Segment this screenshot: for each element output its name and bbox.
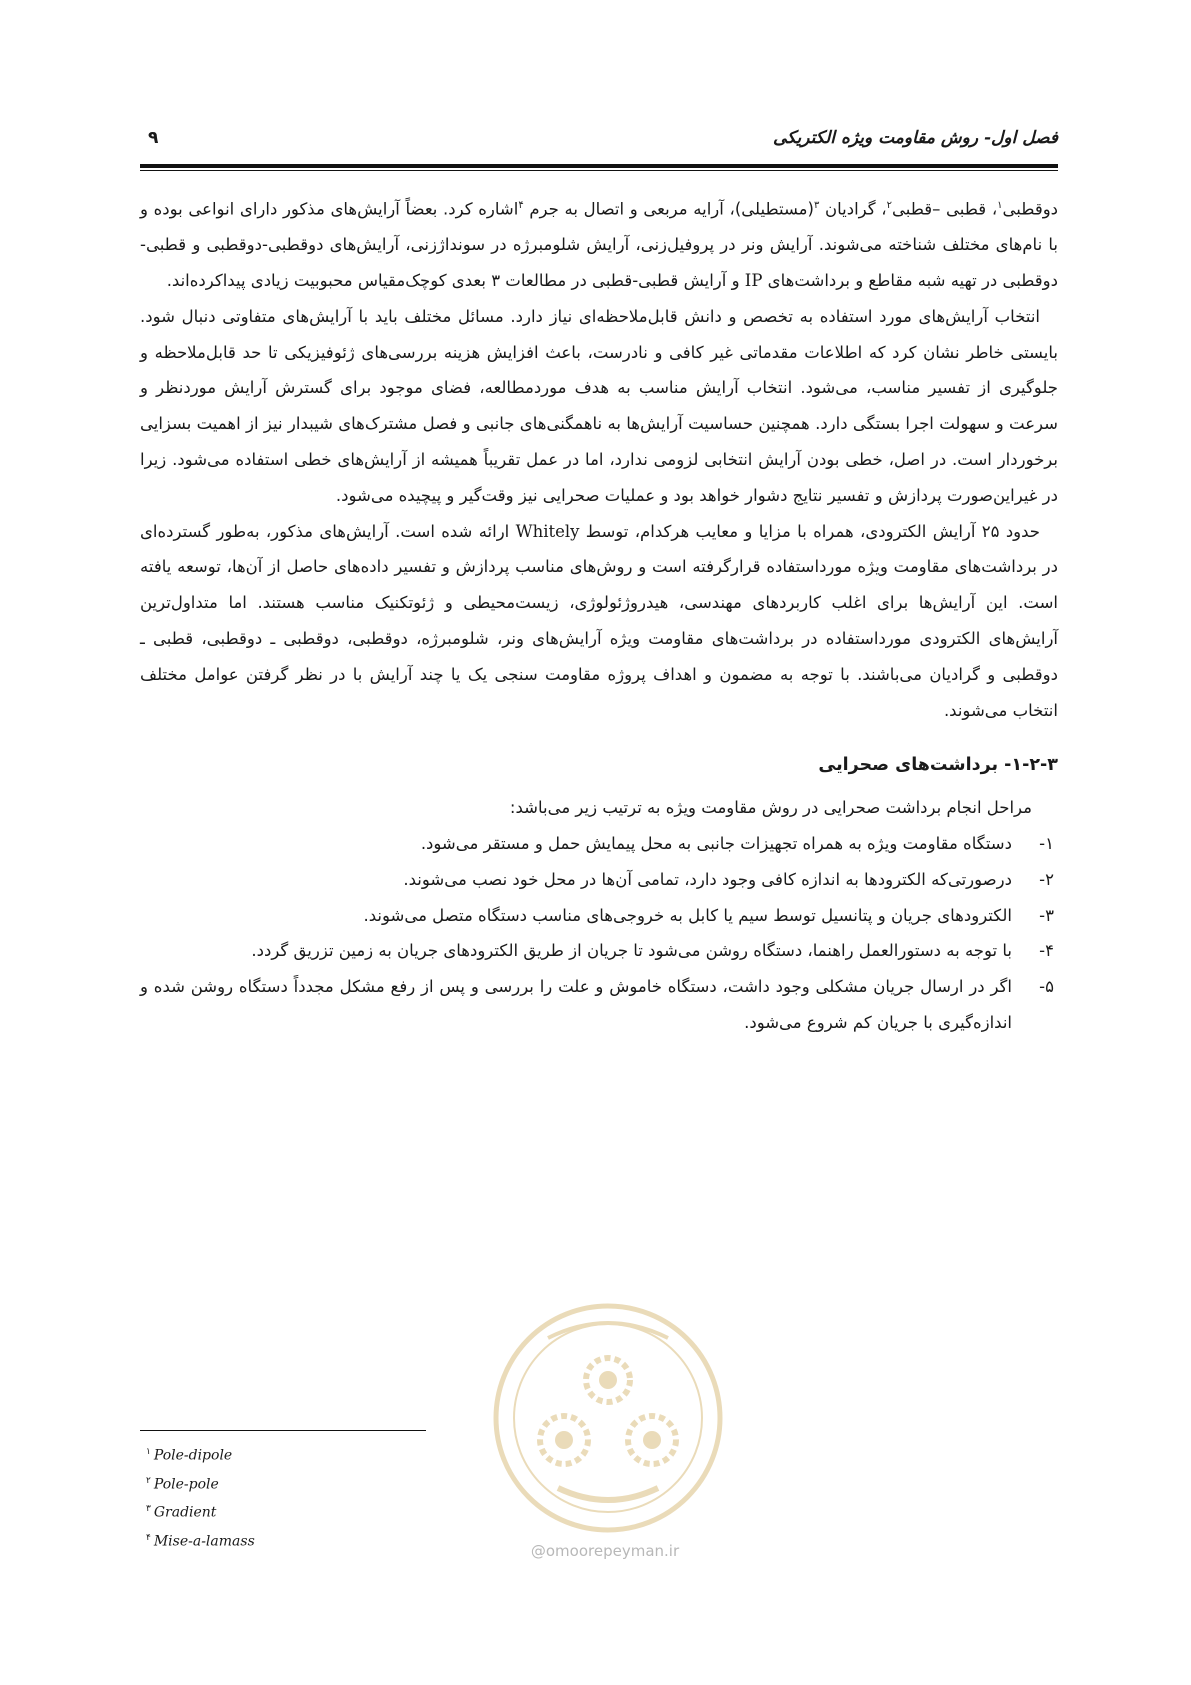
list-item [140,862,1054,898]
running-header [140,128,1058,162]
footnote-rule [140,1430,426,1431]
header-rule-thin [140,170,1058,171]
step-text: اگر در ارسال جریان مشکلی وجود داشت، دستگاه خاموش و علت را بررسی و پس از رفع مشکل مجدداً دستگاه روشن شده و اندازه‌گیری با جریان کم شروع می‌شود. [140,977,1012,1033]
chapter-title: فصل اول- روش مقاومت ویژه الکتریکی [772,128,1058,148]
step-text: با توجه به دستورالعمل راهنما، دستگاه روشن می‌شود تا جریان از طریق الکترودهای جریان به زمین تزریق گردد. [251,941,1012,961]
main-body [140,188,1058,1041]
list-item [140,898,1054,934]
paragraph-1 [140,188,1058,299]
step-text: دستگاه مقاومت ویژه به همراه تجهیزات جانبی به محل پیمایش حمل و مستقر می‌شود. [420,834,1012,854]
steps-list [140,826,1058,1041]
section-intro: مراحل انجام برداشت صحرایی در روش مقاومت ویژه به ترتیب زیر می‌باشد: [509,798,1032,818]
footnote-ref-4[interactable]: ۴ [518,200,524,211]
step-number: ۴- [1039,941,1054,961]
p3-text-2: ارائه شده است. آرایش‌های مذکور، به‌طور گسترده‌ای در برداشت‌های مقاومت ویژه مورداستفاده قرارگرفته است و روش‌های مناسب پردازش و تفسیر داده‌های حاصل از آن‌ها، توسعه یافته است. این آرایش‌ها برای اغلب کاربردهای مهندسی، هیدروژئولوژی، زیست‌محیطی و ژئوتکنیک مناسب هستند. اما متداول‌ترین آرایش‌های الکترودی مورداستفاده در برداشت‌های مقاومت ویژه آرایش‌های ونر، شلومبرژه، دوقطبی، دوقطبی ـ دوقطبی، قطبی ـ دوقطبی و گرادیان می‌باشند. با توجه به مضمون و اهداف پروژه مقاومت سنجی یک یا چند آرایش با در نظر گرفتن عوامل مختلف انتخاب می‌شوند. [140,521,1058,720]
p1-text-6: و آرایش قطبی-قطبی در مطالعات ۳ بعدی کوچک‌مقیاس محبوبیت زیادی پیداکرده‌اند. [166,271,740,291]
paragraph-3 [140,514,1058,729]
p1-text-4: (مستطیلی)، آرایه مربعی و اتصال به جرم [529,199,814,219]
footnote-text: Pole-pole [153,1476,219,1493]
p3-text-1: حدود ۲۵ آرایش الکترودی، همراه با مزایا و معایب هرکدام، توسط [585,521,1041,541]
whitely-name: Whitely [515,521,580,541]
step-number: ۱- [1039,834,1054,854]
footnote-item [146,1526,546,1555]
footnote-text: Gradient [153,1504,217,1521]
p1-text-3: ، گرادیان [825,199,887,219]
header-rule-thick [140,164,1058,168]
p1-text-5: اشاره کرد. بعضاً آرایش‌های مذکور دارای انواعی بوده و با نام‌های مختلف شناخته می‌شوند. آرایش ونر در پروفیل‌زنی، آرایش شلومبرژه در سونداژزنی، آرایش‌های دوقطبی-دوقطبی و قطبی-دوقطبی در تهیه شبه مقاطع و برداشت‌های [140,199,1058,291]
watermark-site: @omoorepeyman.ir [530,1542,680,1560]
page-number: ۹ [148,128,159,148]
section-heading: ۱-۲-۳- برداشت‌های صحرایی [818,755,1058,776]
step-text: درصورتی‌که الکترودها به اندازه کافی وجود دارد، تمامی آن‌ها در محل خود نصب می‌شوند. [403,869,1012,889]
list-item [140,933,1054,969]
step-text: الکترودهای جریان و پتانسیل توسط سیم یا کابل به خروجی‌های مناسب دستگاه متصل می‌شوند. [363,905,1012,925]
step-number: ۵- [1039,977,1054,997]
footnotes [146,1440,546,1555]
footnote-mark: ۲ [146,1475,151,1486]
footnote-item [146,1497,546,1526]
footnote-ref-3[interactable]: ۳ [813,200,820,211]
step-number: ۲- [1039,869,1054,889]
footnote-ref-1[interactable]: ۱ [997,200,1003,211]
step-number: ۳- [1039,905,1054,925]
paragraph-2: انتخاب آرایش‌های مورد استفاده به تخصص و دانش قابل‌ملاحظه‌ای نیاز دارد. مسائل مختلف باید با آرایش‌های متفاوتی دنبال شود. بایستی خاطر نشان کرد که اطلاعات مقدماتی غیر کافی و نادرست، باعث افزایش هزینه بررسی‌های ژئوفیزیکی تا حد قابل‌ملاحظه و جلوگیری از تفسیر مناسب، می‌شود. انتخاب آرایش مناسب به هدف موردمطالعه، فضای موجود برای گسترش آرایش موردنظر و سرعت و سهولت اجرا بستگی دارد. همچنین حساسیت آرایش‌ها به ناهمگنی‌های جانبی و فصل مشترک‌های شیبدار نیز از اهمیت بسزایی برخوردار است. در اصل، خطی بودن آرایش انتخابی لزومی ندارد، اما در عمل تقریباً همیشه از آرایش‌های خطی استفاده می‌شود. زیرا در غیراین‌صورت پردازش و تفسیر نتایج دشوار خواهد بود و عملیات صحرایی نیز وقت‌گیر و پیچیده می‌شود. [140,306,1058,505]
footnote-ref-2[interactable]: ۲ [886,200,892,211]
footnote-item [146,1469,546,1498]
footnote-mark: ۱ [146,1447,151,1457]
p1-text-2: ، قطبی –قطبی [891,199,998,219]
footnote-text: Pole-dipole [153,1447,233,1464]
list-item [140,969,1054,1041]
ip-term: IP [744,271,763,291]
footnote-text: Mise-a-lamass [153,1533,255,1550]
p1-text-1: دوقطبی [1002,199,1059,219]
footnote-mark: ۴ [146,1532,151,1543]
list-item [140,826,1054,862]
footnote-item [146,1440,546,1469]
footnote-mark: ۳ [146,1504,151,1515]
